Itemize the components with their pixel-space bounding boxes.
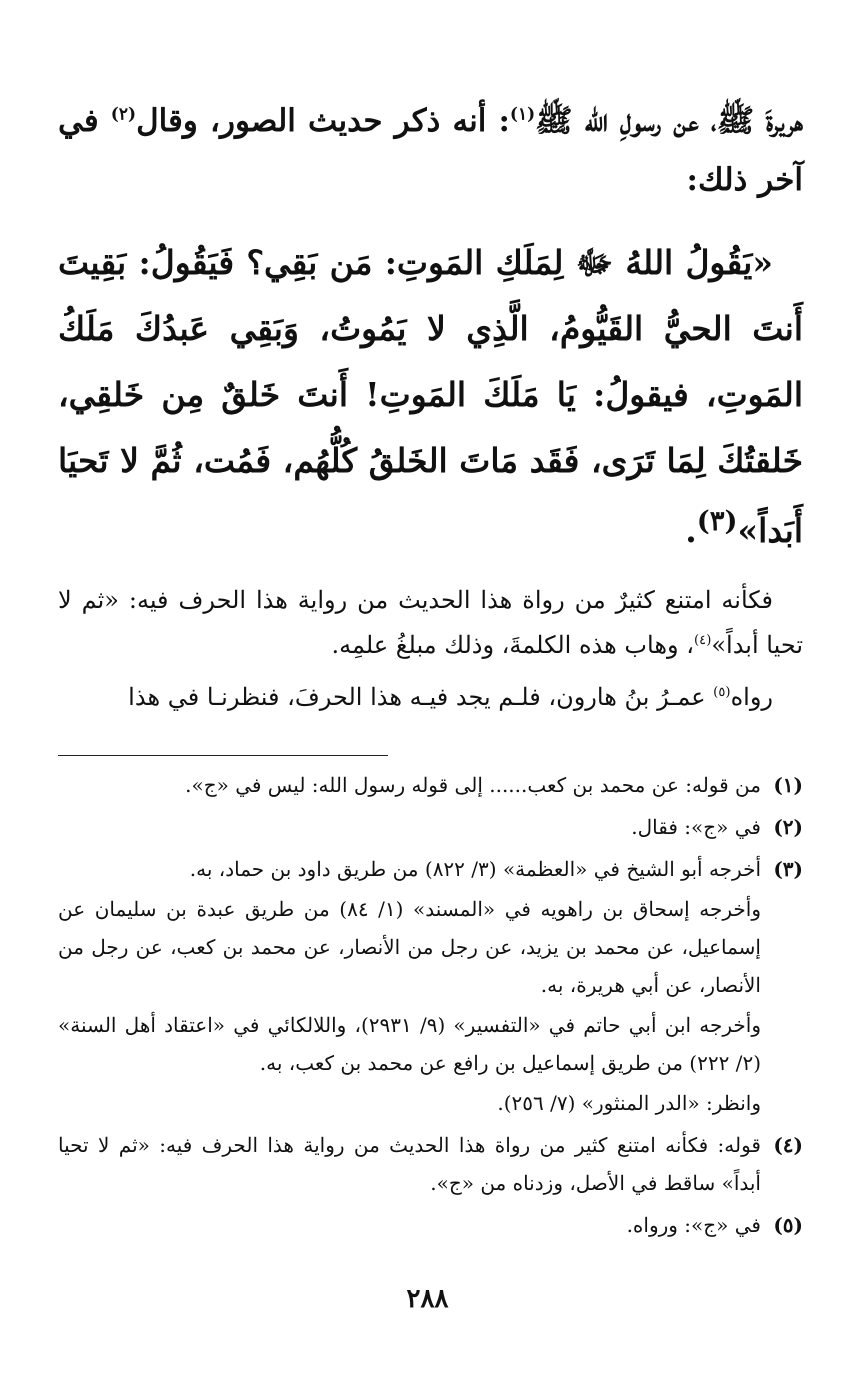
para1-text-a: فكأنه امتنع كثيرٌ من رواة هذا الحديث من رواية هذا الحرف فيه: «ثم لا تحيا أبداً»	[58, 585, 803, 660]
commentary-paragraph-1	[58, 578, 803, 669]
footnote-3-continuation: وأخرجه ابن أبي حاتم في «التفسير» (٩/ ٢٩٣١)، واللالكائي في «اعتقاد أهل السنة» (٢/ ٢٢٢) من طريق إسماعيل بن رافع عن محمد بن كعب، به.	[58, 1012, 761, 1075]
footnote-ref-2: (٢)	[110, 104, 137, 125]
footnote-line: قوله: فكأنه امتنع كثير من رواة هذا الحديث من رواية هذا الحرف فيه: «ثم لا تحيا أبداً» ساقط في الأصل، وزدناه من «ج».	[58, 1132, 761, 1195]
page-number: ٢٨٨	[406, 1284, 449, 1314]
footnote-ref-4: (٤)	[693, 633, 712, 649]
footnote-text	[58, 850, 761, 888]
footnote-separator	[58, 755, 388, 756]
footnote-number: (١)	[773, 772, 803, 797]
footnote-line: في «ج»: فقال.	[631, 814, 761, 839]
footnote-text	[58, 808, 761, 846]
opening-text-1: هريرةَ ﷺ، عن رسولِ الله ﷺ	[535, 103, 803, 139]
footnote-5	[58, 1206, 803, 1244]
hadith-paragraph	[58, 230, 803, 564]
hadith-text: «يَقُولُ اللهُ ﷻ لِمَلَكِ المَوتِ: مَن بَقِي؟ فَيَقُولُ: بَقِيتَ أَنتَ الحيُّ القَيُّومُ، الَّذِي لا يَمُوتُ، وَبَقِي عَبدُكَ مَلَكُ المَوتِ، فيقولُ: يَا مَلَكَ المَوتِ! أَنتَ خَلقٌ مِن خَلقِي، خَلقتُكَ لِمَا تَرَى، فَقَد مَاتَ الخَلقُ كُلُّهُم، فَمُت، ثُمَّ لا تَحيَا أَبَداً»	[58, 242, 803, 550]
opening-text-3: في آخر ذلك:	[58, 103, 803, 198]
footnote-4	[58, 1126, 803, 1202]
footnote-ref-5: (٥)	[713, 684, 731, 700]
opening-text-2: : أنه ذكر حديث الصور، وقال	[136, 103, 510, 139]
para2-text-a: رواه	[730, 682, 773, 711]
opening-paragraph	[58, 92, 803, 210]
footnote-2	[58, 808, 803, 846]
footnote-3	[58, 850, 803, 888]
footnote-line: أخرجه أبو الشيخ في «العظمة» (٣/ ٨٢٢) من طريق داود بن حماد، به.	[189, 856, 761, 881]
footnote-number: (٤)	[773, 1132, 803, 1157]
para2-text-b: عمـرُ بنُ هارون، فلـم يجد فيـه هذا الحرفَ، فنظرنـا في هذا	[128, 682, 714, 711]
footnote-number: (٥)	[773, 1212, 803, 1237]
footnote-line: في «ج»: ورواه.	[626, 1212, 761, 1237]
hadith-end: .	[685, 510, 697, 550]
commentary-paragraph-2	[58, 675, 803, 721]
footnotes	[58, 766, 803, 1244]
footnote-3-continuation: وانظر: «الدر المنثور» (٧/ ٢٥٦).	[497, 1090, 761, 1115]
footnote-ref-3: (٣)	[696, 504, 738, 537]
footnote-text	[58, 766, 761, 804]
footnote-3-continuation: وأخرجه إسحاق بن راهويه في «المسند» (١/ ٨٤) من طريق عبدة بن سليمان عن إسماعيل، عن محمد بن يزيد، عن رجل من الأنصار، عن محمد بن كعب، عن رجل من الأنصار، عن أبي هريرة، به.	[58, 896, 761, 997]
footnote-number: (٢)	[773, 814, 803, 839]
footnote-text	[58, 1206, 761, 1244]
footnote-line: من قوله: عن محمد بن كعب...... إلى قوله رسول الله: ليس في «ج».	[185, 772, 761, 797]
footnote-text	[58, 1126, 761, 1202]
book-page	[58, 92, 803, 1344]
para1-text-b: ، وهاب هذه الكلمةَ، وذلك مبلغُ علمِه.	[331, 631, 694, 660]
footnote-ref-1: (١)	[509, 104, 536, 125]
footnote-1	[58, 766, 803, 804]
footnote-number: (٣)	[773, 856, 803, 881]
